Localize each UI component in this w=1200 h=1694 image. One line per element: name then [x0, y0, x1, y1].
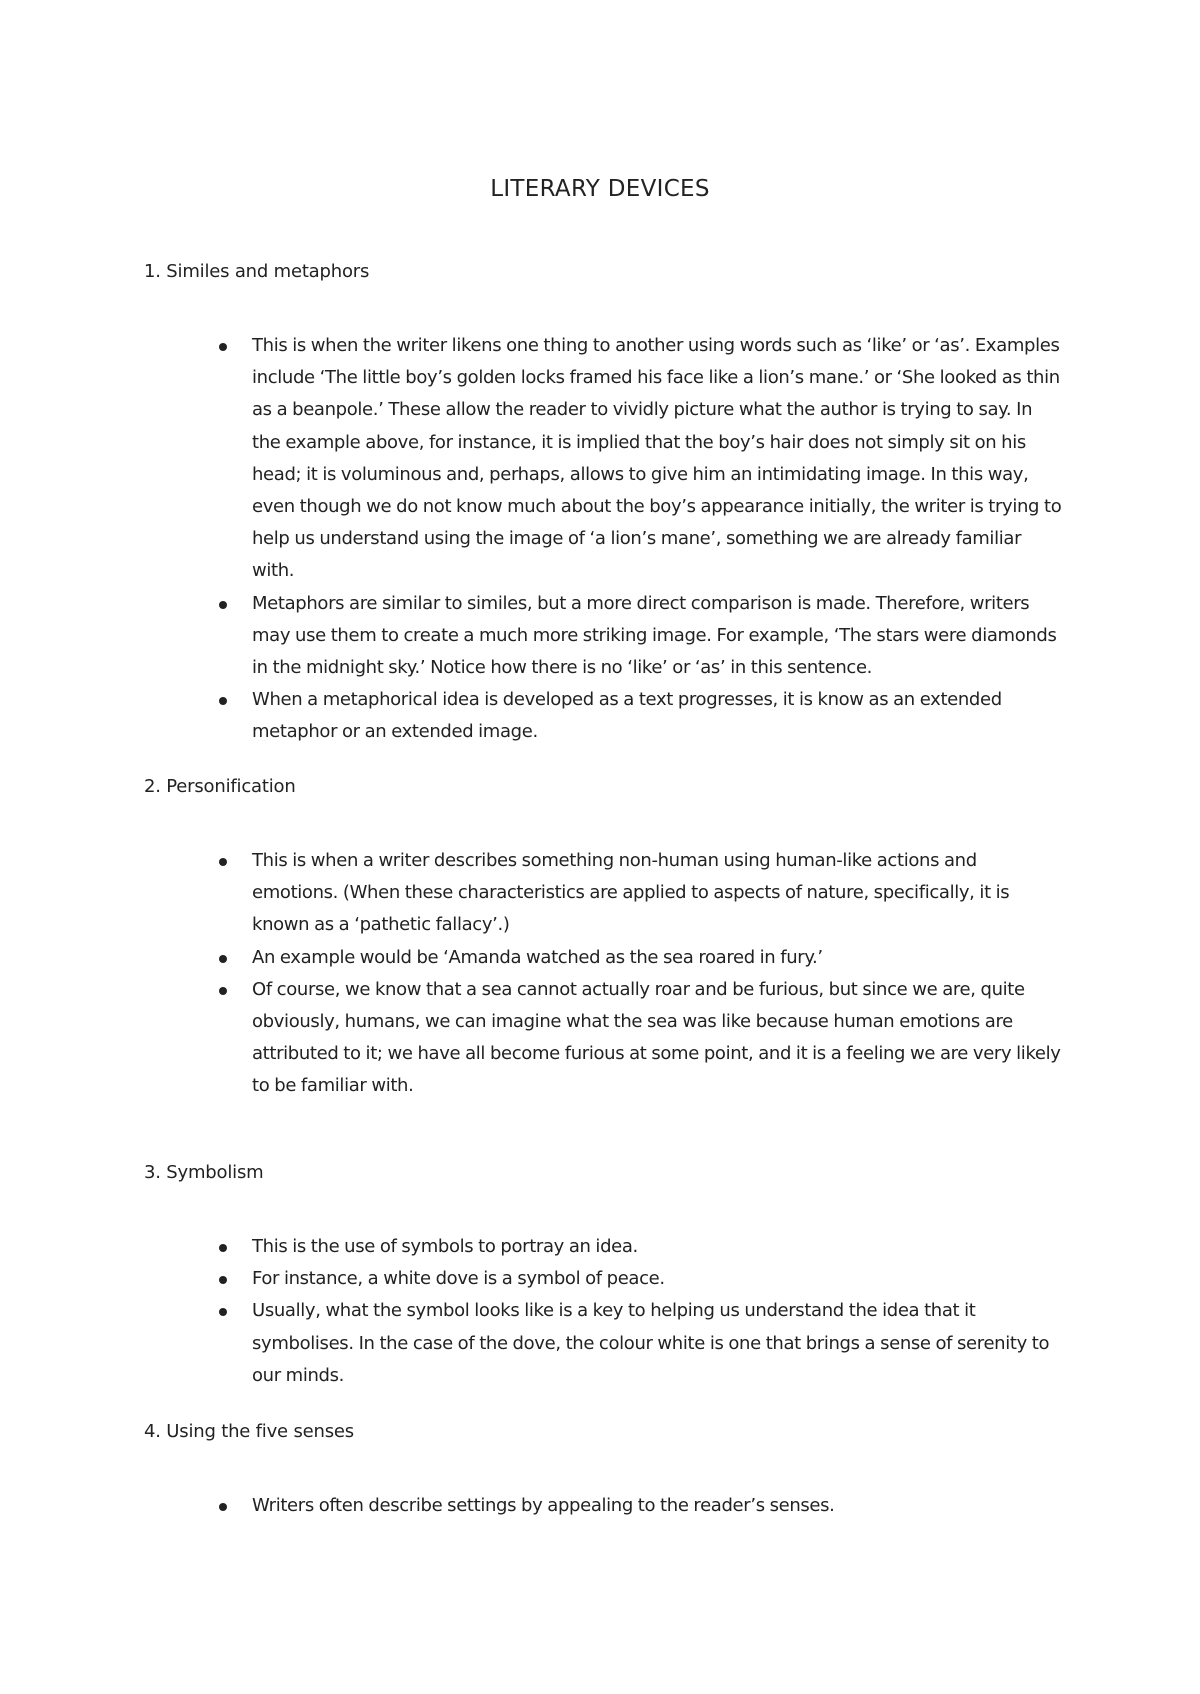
list-item-text: An example would be ‘Amanda watched as the sea roared in fury.’ — [252, 946, 823, 968]
list-item — [144, 1295, 1064, 1392]
list-item-text: Of course, we know that a sea cannot actually roar and be furious, but since we are, quite obviously, humans, we can imagine what the sea was like because human emotions are attributed to it; we have all become furious at some point, and it is a feeling we are very likely to be familiar with. — [252, 978, 1061, 1097]
bullet-icon — [219, 1503, 227, 1511]
section-using-the-five-senses — [144, 1420, 1064, 1522]
list-item-text: Metaphors are similar to similes, but a more direct comparison is made. Therefore, writers may use them to create a much more striking image. For example, ‘The stars were diamonds in the midnight sky.’ Notice how there is no ‘like’ or ‘as’ in this sentence. — [252, 592, 1057, 679]
bullet-icon — [219, 1276, 227, 1284]
section-heading: 4. Using the five senses — [144, 1421, 354, 1442]
list-item-text: For instance, a white dove is a symbol of peace. — [252, 1268, 665, 1290]
list-item-text: Usually, what the symbol looks like is a key to helping us understand the idea that it symbolises. In the case of the dove, the colour white is one that brings a sense of serenity to our minds. — [252, 1300, 1050, 1386]
list-item — [144, 845, 1064, 942]
list-item-text: When a metaphorical idea is developed as a text progresses, it is know as an extended metaphor or an extended image. — [252, 689, 1002, 743]
list-item — [144, 942, 1064, 974]
section-heading: 1. Similes and metaphors — [144, 261, 370, 282]
bullet-icon — [219, 1244, 227, 1252]
section-heading: 2. Personification — [144, 776, 296, 797]
bullet-icon — [219, 343, 227, 351]
section-heading: 3. Symbolism — [144, 1162, 264, 1183]
list-item — [144, 974, 1064, 1103]
list-item-text: This is when a writer describes something non-human using human-like actions and emotions. (When these characteristics are applied to aspects of nature, specifically, it is known as a ‘pathetic fallacy’.) — [252, 850, 1010, 936]
list-item — [144, 330, 1064, 588]
list-item — [144, 1490, 1064, 1522]
bullet-list — [144, 1490, 1064, 1522]
bullet-icon — [219, 955, 227, 963]
bullet-list — [144, 1231, 1064, 1392]
list-item-text: This is when the writer likens one thing to another using words such as ‘like’ or ‘as’. Examples include ‘The little boy’s golden locks framed his face like a lion’s mane.’ or ‘She looked as thin as a beanpole.’ These allow the reader to vividly picture what the author is trying to say. In the example above, for instance, it is implied that the boy’s hair does not simply sit on his head; it is voluminous and, perhaps, allows to give him an intimidating image. In this way, even though we do not know much about the boy’s appearance initially, the writer is trying to help us understand using the image of ‘a lion’s mane’, something we are already familiar with. — [252, 335, 1062, 582]
list-item — [144, 1263, 1064, 1295]
bullet-icon — [219, 697, 227, 705]
bullet-icon — [219, 1308, 227, 1316]
section-similes-and-metaphors — [144, 260, 1064, 749]
list-item-text: This is the use of symbols to portray an idea. — [252, 1236, 638, 1257]
bullet-icon — [219, 858, 227, 866]
section-symbolism — [144, 1161, 1064, 1392]
list-item — [144, 684, 1064, 748]
bullet-icon — [219, 601, 227, 609]
list-item — [144, 1231, 1064, 1263]
section-personification — [144, 775, 1064, 1103]
bullet-list — [144, 845, 1064, 1103]
page-title: LITERARY DEVICES — [490, 176, 710, 202]
list-item-text: Writers often describe settings by appealing to the reader’s senses. — [252, 1495, 835, 1516]
bullet-list — [144, 330, 1064, 749]
list-item — [144, 588, 1064, 685]
bullet-icon — [219, 987, 227, 995]
